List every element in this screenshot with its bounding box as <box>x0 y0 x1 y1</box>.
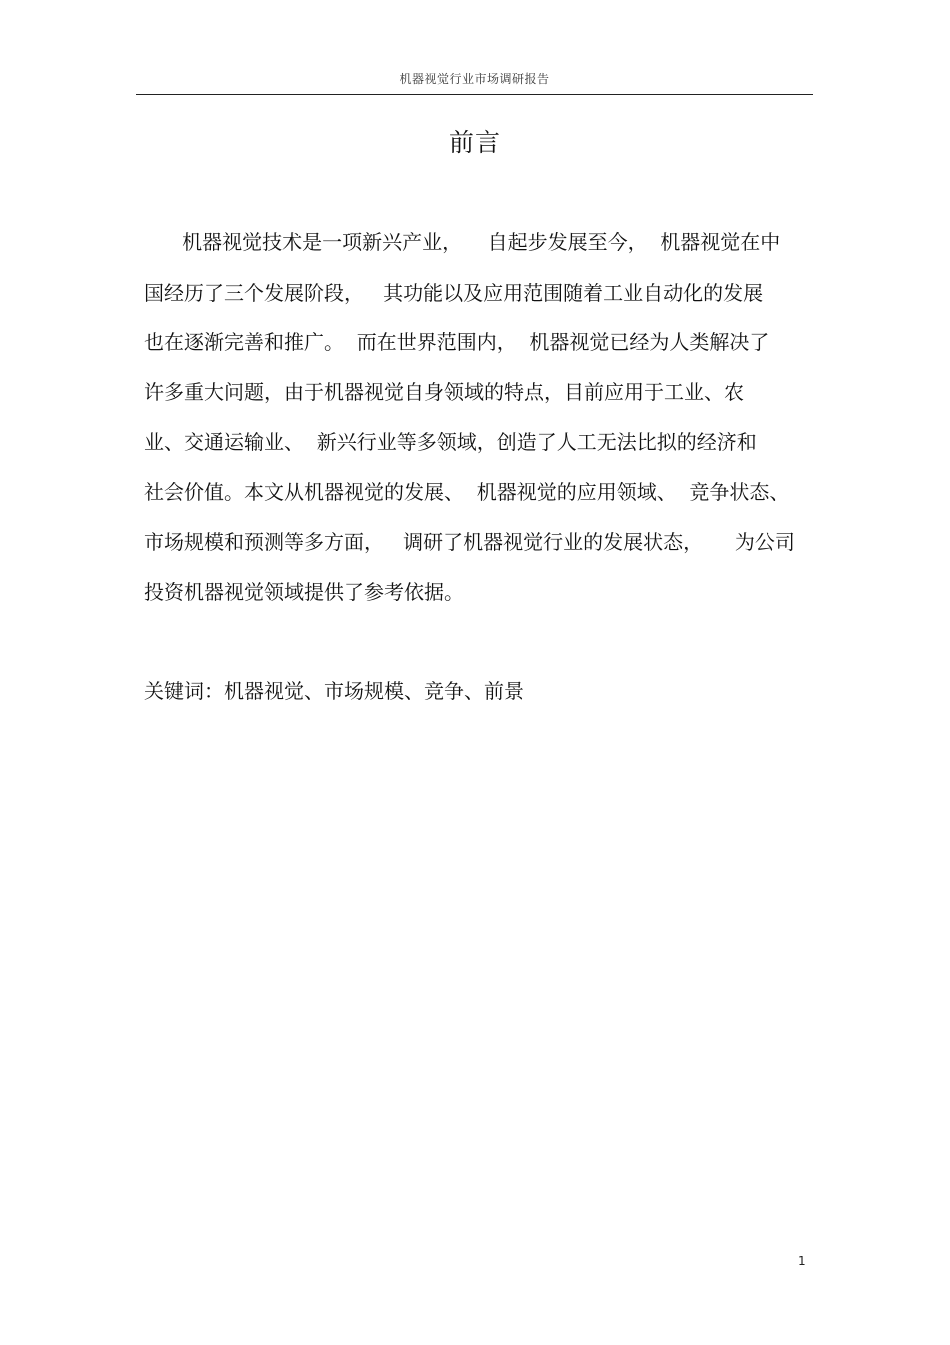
body-line-2: 国经历了三个发展阶段， 其功能以及应用范围随着工业自动化的发展 <box>144 281 764 305</box>
body-line-8: 投资机器视觉领域提供了参考依据。 <box>144 580 464 604</box>
page-header <box>136 66 813 95</box>
body-line-6: 社会价值。本文从机器视觉的发展、 机器视觉的应用领域、 竞争状态、 <box>144 480 790 504</box>
section-title: 前言 <box>448 128 501 157</box>
keywords-line: 关键词：机器视觉、市场规模、竞争、前景 <box>144 679 524 703</box>
running-header-title: 机器视觉行业市场调研报告 <box>399 72 550 86</box>
page-number: 1 <box>798 1254 806 1268</box>
body-line-4: 许多重大问题，由于机器视觉自身领域的特点，目前应用于工业、农 <box>144 380 744 404</box>
body-line-7: 市场规模和预测等多方面， 调研了机器视觉行业的发展状态， 为公司 <box>144 530 795 554</box>
body-line-3: 也在逐渐完善和推广。 而在世界范围内， 机器视觉已经为人类解决了 <box>144 330 770 354</box>
body-line-1: 机器视觉技术是一项新兴产业， 自起步发展至今， 机器视觉在中 <box>144 230 781 254</box>
body-line-5: 业、交通运输业、 新兴行业等多领域，创造了人工无法比拟的经济和 <box>144 430 757 454</box>
